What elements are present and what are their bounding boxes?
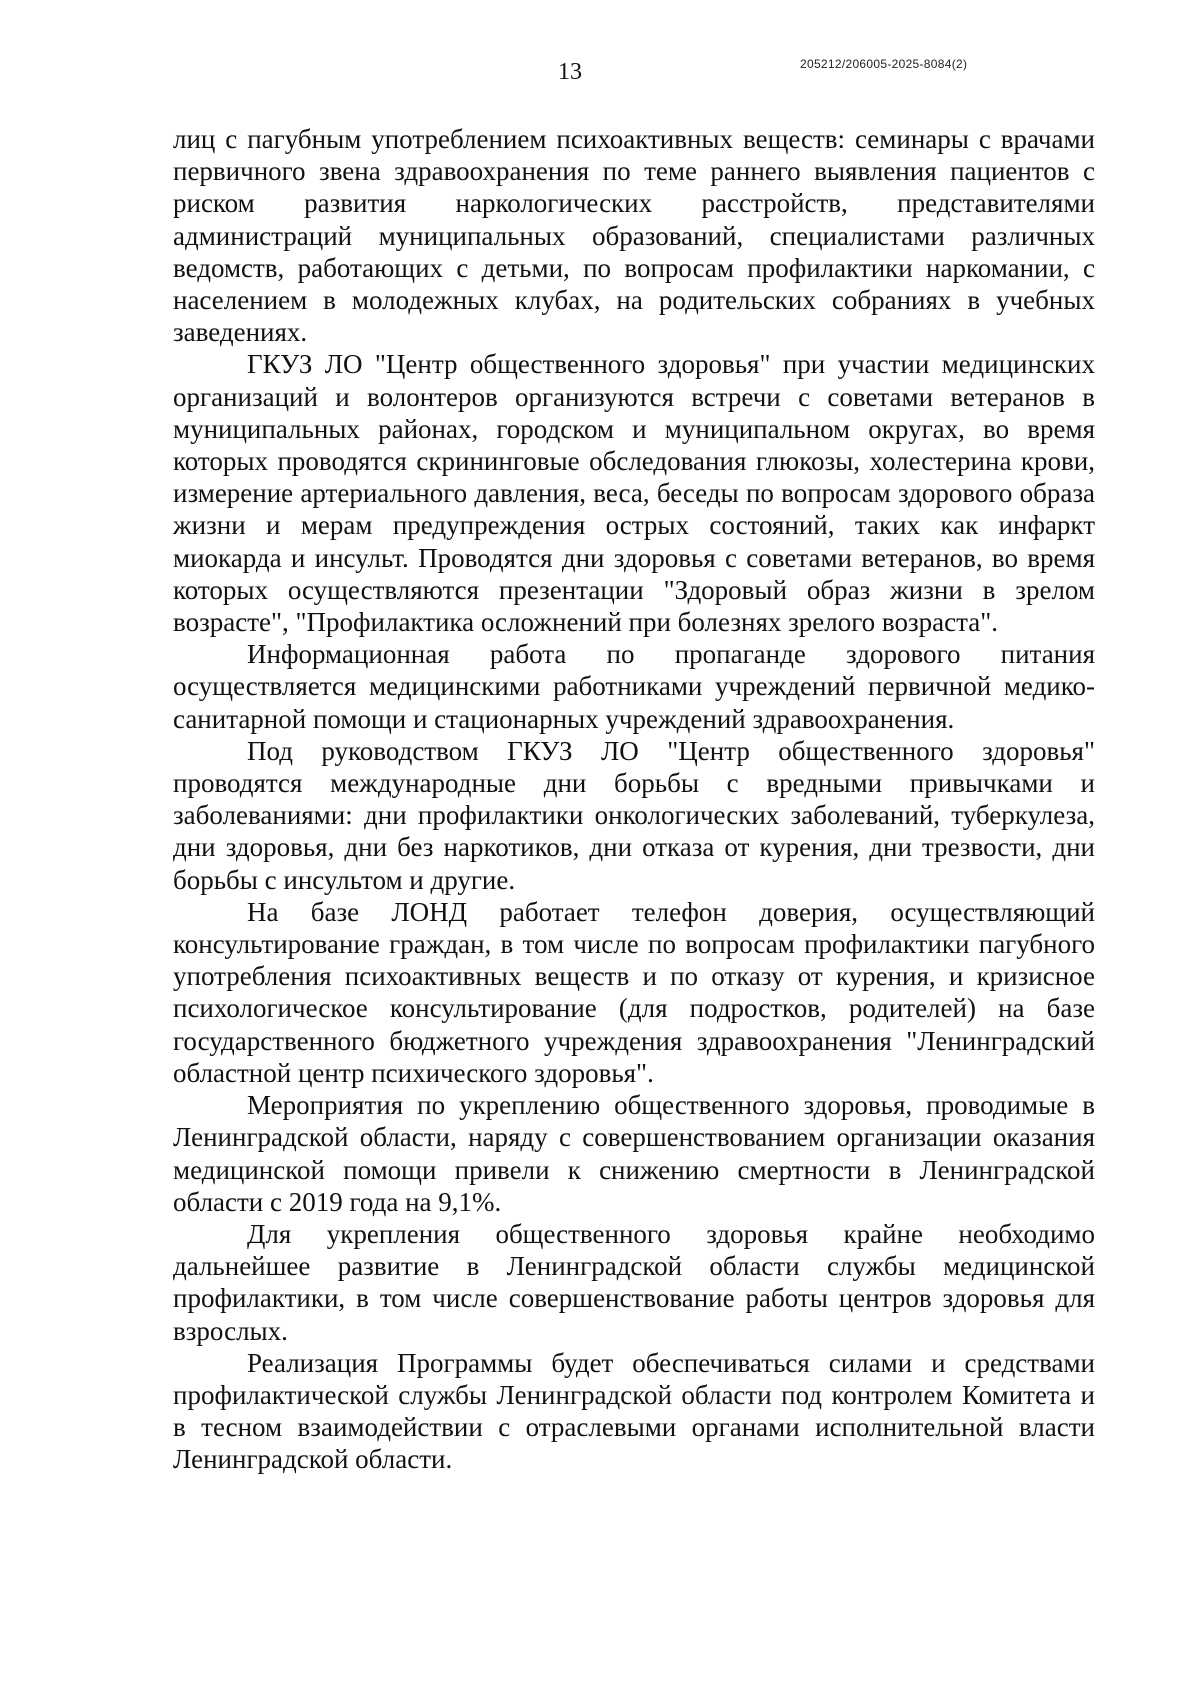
- paragraph-healthy-nutrition: Информационная работа по пропаганде здорового питания осуществляется медицинскими работниками учреждений первичной медико-санитарной помощи и стационарных учреждений здравоохранения.: [173, 639, 1095, 734]
- paragraph-mortality-reduction: Мероприятия по укреплению общественного здоровья, проводимые в Ленинградской области, наряду с совершенствованием организации оказания медицинской помощи привели к снижению смертности в Ленинградской области с 2019 года на 9,1%.: [173, 1090, 1095, 1217]
- document-id: 205212/206005-2025-8084(2): [800, 57, 968, 71]
- paragraph-helpline: На базе ЛОНД работает телефон доверия, осуществляющий консультирование граждан, в том числе по вопросам профилактики пагубного употребления психоактивных веществ и по отказу от курения, и кризисное психологическое консультирование (для подростков, родителей) на базе государственного бюджетного учреждения здравоохранения "Ленинградский областной центр психического здоровья".: [173, 896, 1095, 1088]
- document-body: [173, 123, 1095, 1476]
- page-number: 13: [558, 59, 582, 85]
- paragraph-prevention-service: Для укрепления общественного здоровья крайне необходимо дальнейшее развитие в Ленинградской области службы медицинской профилактики, в том числе совершенствование работы центров здоровья для взрослых.: [173, 1218, 1095, 1346]
- paragraph-program-implementation: Реализация Программы будет обеспечиваться силами и средствами профилактической службы Ленинградской области под контролем Комитета и в тесном взаимодействии с отраслевыми органами исполнительной власти Ленинградской области.: [173, 1347, 1095, 1475]
- paragraph-veterans-meetings: ГКУЗ ЛО "Центр общественного здоровья" при участии медицинских организаций и волонтеров организуются встречи с советами ветеранов в муниципальных районах, городском и муниципальном округах, во время которых проводятся скрининговые обследования глюкозы, холестерина крови, измерение артериального давления, веса, беседы по вопросам здорового образа жизни и мерам предупреждения острых состояний, таких как инфаркт миокарда и инсульт. Проводятся дни здоровья с советами ветеранов, во время которых осуществляются презентации "Здоровый образ жизни в зрелом возрасте", "Профилактика осложнений при болезнях зрелого возраста".: [173, 349, 1095, 638]
- paragraph-continuation: лиц с пагубным употреблением психоактивных веществ: семинары с врачами первичного звена здравоохранения по теме раннего выявления пациентов с риском развития наркологических расстройств, представителями администраций муниципальных образований, специалистами различных ведомств, работающих с детьми, по вопросам профилактики наркомании, с населением в молодежных клубах, на родительских собраниях в учебных заведениях.: [173, 124, 1095, 348]
- paragraph-international-days: Под руководством ГКУЗ ЛО "Центр общественного здоровья" проводятся международные дни борьбы с вредными привычками и заболеваниями: дни профилактики онкологических заболеваний, туберкулеза, дни здоровья, дни без наркотиков, дни отказа от курения, дни трезвости, дни борьбы с инсультом и другие.: [173, 735, 1095, 895]
